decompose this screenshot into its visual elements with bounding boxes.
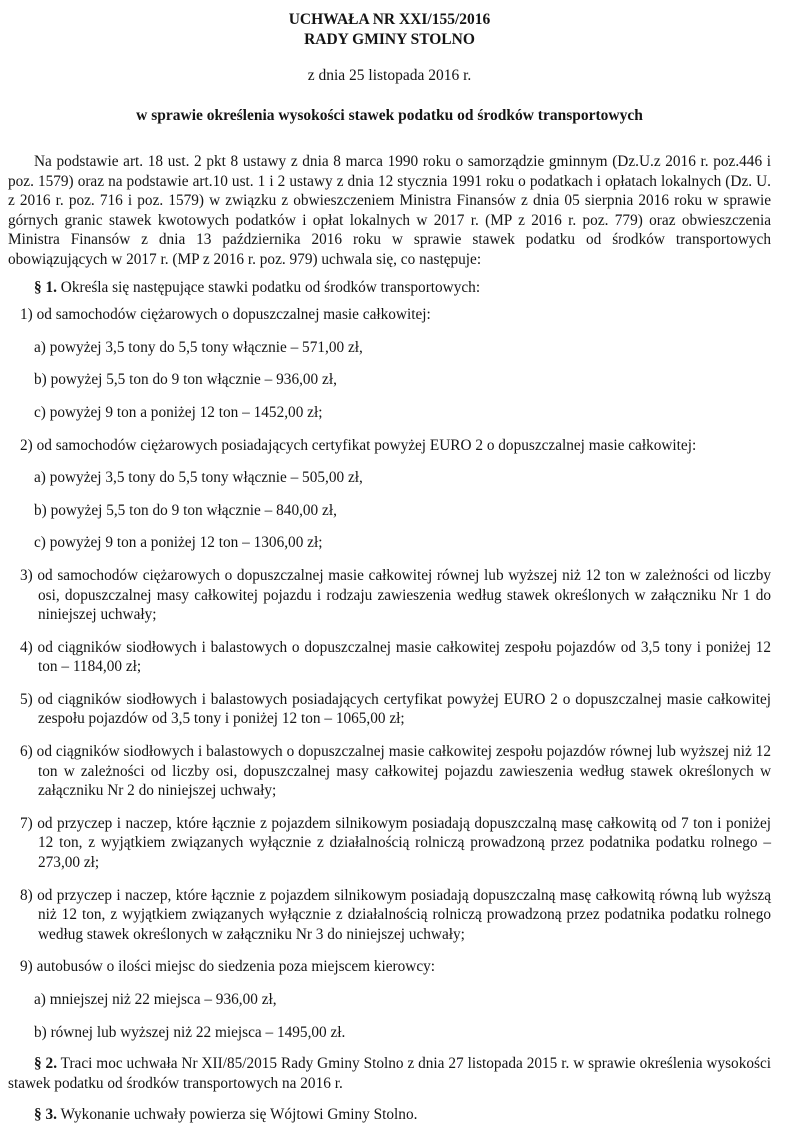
item-6: 6) od ciągników siodłowych i balastowych o dopuszczalnej masie całkowitej zespołu pojazdów równej lub wyższej niż 12 ton w zależności od liczby osi, dopuszczalnej masy całkowitej pojazdu zawieszenia według stawek określonych w załączniku Nr 2 do niniejszej uchwały; <box>20 743 771 800</box>
section-3-mark: § 3. <box>34 1106 57 1124</box>
item-9a: a) mniejszej niż 22 miejsca – 936,00 zł, <box>34 991 277 1008</box>
section-2-text: Traci moc uchwała Nr XII/85/2015 Rady Gminy Stolno z dnia 27 listopada 2015 r. w sprawie określenia wysokości stawek podatku od środków transportowych na 2016 r. <box>8 1055 771 1092</box>
item-4: 4) od ciągników siodłowych i balastowych o dopuszczalnej masie całkowitej zespołu pojazdów od 3,5 tony i poniżej 12 ton – 1184,00 zł; <box>20 638 771 676</box>
item-7: 7) od przyczep i naczep, które łącznie z pojazdem silnikowym posiadają dopuszczalną masę całkowitą od 7 ton i poniżej 12 ton, z wyjątkiem związanych wyłącznie z działalnością rolniczą prowadzoną przez podatnika podatku rolnego – 273,00 zł; <box>20 814 771 872</box>
preamble: Na podstawie art. 18 ust. 2 pkt 8 ustawy z dnia 8 marca 1990 roku o samorządzie gminnym (Dz.U.z 2016 r. poz.446 i poz. 1579) oraz na podstawie art.10 ust. 1 i 2 ustawy z dnia 12 stycznia 1991 roku o podatkach i opłatach lokalnych (Dz. U. z 2016 r. poz. 716 i poz. 1579) w związku z obwieszczeniem Ministra Finansów z dnia 05 sierpnia 2016 roku w sprawie górnych granic stawek kwotowych podatków i opłat lokalnych w 2017 r. (MP z 2016 r. poz. 779) oraz obwieszczenia Ministra Finansów z dnia 13 października 2016 roku w sprawie stawek podatku od środków transportowych obowiązujących w 2017 r. (MP z 2016 r. poz. 979) uchwala się, co następuje: <box>8 153 771 268</box>
resolution-number: UCHWAŁA NR XXI/155/2016 <box>288 11 491 28</box>
section-1 <box>8 278 771 298</box>
section-3 <box>8 1105 771 1125</box>
item-1a: a) powyżej 3,5 tony do 5,5 tony włącznie – 571,00 zł, <box>34 338 363 356</box>
item-3: 3) od samochodów ciężarowych o dopuszczalnej masie całkowitej równej lub wyższej niż 12 ton w zależności od liczby osi, dopuszczalnej masy całkowitej pojazdu i rodzaju zawieszenia według stawek określonych w załączniku Nr 1 do niniejszej uchwały; <box>20 566 771 624</box>
item-9b: b) równej lub wyższej niż 22 miejsca – 1495,00 zł. <box>34 1023 346 1041</box>
section-1-mark: § 1. <box>34 278 57 296</box>
section-2-mark: § 2. <box>34 1055 58 1073</box>
section-1-text: Określa się następujące stawki podatku od środków transportowych: <box>56 278 481 296</box>
item-2b: b) powyżej 5,5 ton do 9 ton włącznie – 840,00 zł, <box>34 501 337 519</box>
resolution-date: z dnia 25 listopada 2016 r. <box>307 67 472 84</box>
item-9: 9) autobusów o ilości miejsc do siedzenia poza miejscem kierowcy: <box>20 958 436 976</box>
item-1: 1) od samochodów ciężarowych o dopuszczalnej masie całkowitej: <box>20 306 431 324</box>
item-8: 8) od przyczep i naczep, które łącznie z pojazdem silnikowym posiadają dopuszczalną masę całkowitą równą lub wyższą niż 12 ton, z wyjątkiem związanych wyłącznie z działalnością rolniczą prowadzoną przez podatnika podatku rolnego według stawek określonych w załączniku Nr 3 do niniejszej uchwały; <box>20 886 771 943</box>
item-2a: a) powyżej 3,5 tony do 5,5 tony włącznie – 505,00 zł, <box>34 469 363 487</box>
section-2 <box>8 1054 771 1093</box>
item-5: 5) od ciągników siodłowych i balastowych posiadających certyfikat powyżej EURO 2 o dopuszczalnej masie całkowitej zespołu pojazdów od 3,5 tony i poniżej 12 ton – 1065,00 zł; <box>20 690 771 728</box>
section-3-text: Wykonanie uchwały powierza się Wójtowi Gminy Stolno. <box>56 1106 418 1124</box>
item-2: 2) od samochodów ciężarowych posiadających certyfikat powyżej EURO 2 o dopuszczalnej masie całkowitej: <box>20 436 697 454</box>
item-2c: c) powyżej 9 ton a poniżej 12 ton – 1306,00 zł; <box>34 534 323 552</box>
council-name: RADY GMINY STOLNO <box>304 31 475 48</box>
resolution-subject: w sprawie określenia wysokości stawek podatku od środków transportowych <box>136 107 643 124</box>
item-1b: b) powyżej 5,5 ton do 9 ton włącznie – 936,00 zł, <box>34 371 337 389</box>
item-1c: c) powyżej 9 ton a poniżej 12 ton – 1452,00 zł; <box>34 403 323 421</box>
